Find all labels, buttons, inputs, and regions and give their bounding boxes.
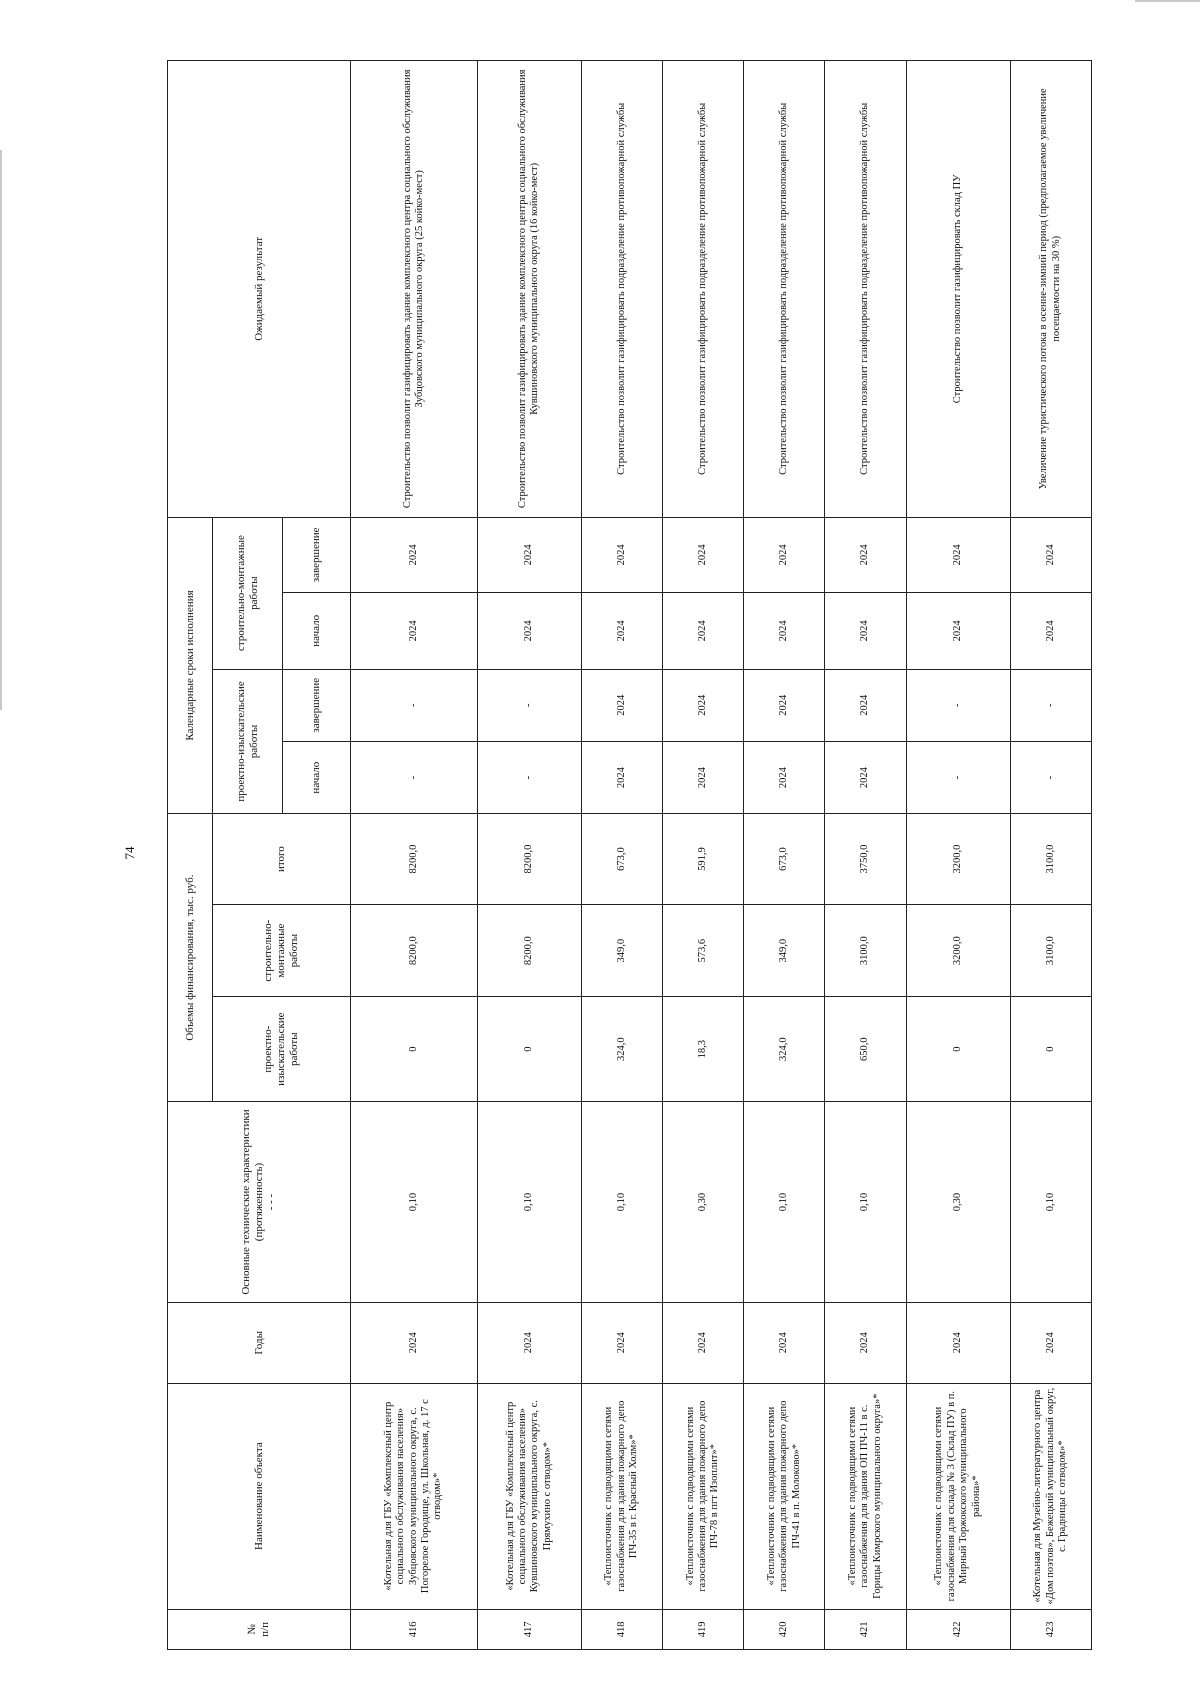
- cell-fin-construction: 3100,0: [1010, 904, 1091, 997]
- cell-fin-design: 0: [906, 997, 1010, 1102]
- cell-constr-start: 2024: [663, 593, 744, 669]
- header-result: Ожидаемый результат: [168, 61, 351, 518]
- header-fin-design: проектно-изыскательские работы: [213, 997, 351, 1102]
- cell-design-end: 2024: [663, 669, 744, 741]
- cell-num: 417: [477, 1609, 581, 1649]
- cell-result: Строительство позволит газифицировать склад ПУ: [906, 61, 1010, 518]
- table-row: [825, 61, 906, 1650]
- header-sched-construction: строительно-монтажные работы: [213, 517, 283, 669]
- cell-design-start: -: [351, 741, 478, 813]
- cell-result: Увеличение туристического потока в осенне-зимний период (предполагаемое увеличение посещаемости на 30 %): [1010, 61, 1091, 518]
- cell-year: 2024: [477, 1303, 581, 1383]
- cell-num: 419: [663, 1609, 744, 1649]
- cell-constr-end: 2024: [477, 517, 581, 592]
- table-row: [1010, 61, 1091, 1650]
- header-design-end: завершение: [283, 669, 351, 741]
- cell-tech: 0,10: [477, 1101, 581, 1302]
- cell-result: Строительство позволит газифицировать подразделение противопожарной службы: [581, 61, 662, 518]
- cell-design-start: 2024: [825, 741, 906, 813]
- cell-fin-design: 18,3: [663, 997, 744, 1102]
- cell-fin-construction: 8200,0: [477, 904, 581, 997]
- cell-constr-start: 2024: [825, 593, 906, 669]
- page-number: 74: [122, 846, 137, 860]
- cell-constr-end: 2024: [906, 517, 1010, 592]
- cell-fin-design: 0: [477, 997, 581, 1102]
- cell-constr-end: 2024: [663, 517, 744, 592]
- table-row: [351, 61, 478, 1650]
- cell-year: 2024: [581, 1303, 662, 1383]
- cell-fin-construction: 3100,0: [825, 904, 906, 997]
- cell-result: Строительство позволит газифицировать здание комплексного центра социального обслуживания Зубцовского муниципального округа (25 койко-мест): [351, 61, 478, 518]
- cell-year: 2024: [744, 1303, 825, 1383]
- cell-design-end: -: [1010, 669, 1091, 741]
- cell-fin-total: 3100,0: [1010, 814, 1091, 905]
- cell-tech: 0,10: [351, 1101, 478, 1302]
- header-finance-group: Объемы финансирования, тыс. руб.: [168, 814, 213, 1102]
- cell-fin-construction: 573,6: [663, 904, 744, 997]
- cell-constr-start: 2024: [906, 593, 1010, 669]
- construction-objects-table: [167, 60, 1092, 1650]
- cell-fin-design: 0: [351, 997, 478, 1102]
- header-schedule-group: Календарные сроки исполнения: [168, 517, 213, 814]
- cell-design-start: -: [906, 741, 1010, 813]
- cell-tech: 0,10: [1010, 1101, 1091, 1302]
- table-container: [167, 60, 1092, 1650]
- cell-design-start: 2024: [581, 741, 662, 813]
- cell-fin-construction: 349,0: [581, 904, 662, 997]
- cell-num: 423: [1010, 1609, 1091, 1649]
- cell-fin-design: 324,0: [581, 997, 662, 1102]
- header-fin-construction: строительно-монтажные работы: [213, 904, 351, 997]
- cell-year: 2024: [351, 1303, 478, 1383]
- cell-design-start: 2024: [744, 741, 825, 813]
- cell-year: 2024: [825, 1303, 906, 1383]
- table-row: [581, 61, 662, 1650]
- cell-name: «Теплоисточник с подводящими сетями газоснабжения для здания пожарного депо ПЧ-78 в пгт Изоплит»*: [663, 1383, 744, 1609]
- cell-result: Строительство позволит газифицировать подразделение противопожарной службы: [825, 61, 906, 518]
- cell-design-start: -: [1010, 741, 1091, 813]
- cell-year: 2024: [1010, 1303, 1091, 1383]
- cell-fin-construction: 349,0: [744, 904, 825, 997]
- cell-tech: 0,10: [744, 1101, 825, 1302]
- table-row: [477, 61, 581, 1650]
- cell-num: 422: [906, 1609, 1010, 1649]
- cell-constr-end: 2024: [1010, 517, 1091, 592]
- cell-tech: 0,10: [581, 1101, 662, 1302]
- cell-fin-total: 8200,0: [351, 814, 478, 905]
- cell-tech: 0,10: [825, 1101, 906, 1302]
- table-row: [906, 61, 1010, 1650]
- cell-year: 2024: [906, 1303, 1010, 1383]
- cell-name: «Котельная для ГБУ «Комплексный центр социального обслуживания населения» Зубцовского муниципального округа, с. Погорелое Городище, ул. Школьная, д. 17 с отводом»*: [351, 1383, 478, 1609]
- header-tech-mark: - - -: [265, 1193, 278, 1211]
- header-constr-end: завершение: [283, 517, 351, 592]
- cell-num: 416: [351, 1609, 478, 1649]
- cell-fin-design: 650,0: [825, 997, 906, 1102]
- cell-fin-total: 8200,0: [477, 814, 581, 905]
- cell-tech: 0,30: [906, 1101, 1010, 1302]
- cell-design-start: -: [477, 741, 581, 813]
- cell-constr-start: 2024: [744, 593, 825, 669]
- cell-constr-start: 2024: [581, 593, 662, 669]
- cell-result: Строительство позволит газифицировать здание комплексного центра социального обслуживания Кувшиновского муниципального округа (16 койко-мест): [477, 61, 581, 518]
- header-constr-start: начало: [283, 593, 351, 669]
- table-row: [744, 61, 825, 1650]
- cell-fin-construction: 3200,0: [906, 904, 1010, 997]
- cell-result: Строительство позволит газифицировать подразделение противопожарной службы: [744, 61, 825, 518]
- cell-fin-total: 591,9: [663, 814, 744, 905]
- header-sched-design: проектно-изыскательские работы: [213, 669, 283, 814]
- cell-name: «Котельная для Музейно-литературного центра «Дом поэтов», Бежецкий муниципальный округ, с. Градницы с отводом»*: [1010, 1383, 1091, 1609]
- cell-num: 420: [744, 1609, 825, 1649]
- cell-name: «Теплоисточник с подводящими сетями газоснабжения для здания ОП ПЧ-11 в с. Горицы Кимрского муниципального округа»*: [825, 1383, 906, 1609]
- cell-fin-construction: 8200,0: [351, 904, 478, 997]
- cell-fin-total: 3750,0: [825, 814, 906, 905]
- cell-num: 421: [825, 1609, 906, 1649]
- cell-year: 2024: [663, 1303, 744, 1383]
- cell-name: «Теплоисточник с подводящими сетями газоснабжения для склада № 3 (Склад ПУ) в п. Мирный Торжокского муниципального района»*: [906, 1383, 1010, 1609]
- cell-fin-total: 3200,0: [906, 814, 1010, 905]
- cell-design-end: -: [477, 669, 581, 741]
- table-row: [663, 61, 744, 1650]
- cell-constr-end: 2024: [825, 517, 906, 592]
- header-name: Наименование объекта: [168, 1383, 351, 1609]
- cell-name: «Котельная для ГБУ «Комплексный центр социального обслуживания населения» Кувшиновского муниципального округа, с. Прямухино с отводом»*: [477, 1383, 581, 1609]
- cell-constr-start: 2024: [477, 593, 581, 669]
- header-years: Годы: [168, 1303, 351, 1383]
- cell-fin-design: 324,0: [744, 997, 825, 1102]
- header-tech-label: Основные технические характеристики (протяженность): [239, 1109, 265, 1295]
- scan-edge-top-right: [1135, 0, 1200, 2]
- header-tech: [168, 1101, 351, 1302]
- scan-edge-left: [0, 150, 2, 710]
- cell-result: Строительство позволит газифицировать подразделение противопожарной службы: [663, 61, 744, 518]
- cell-design-start: 2024: [663, 741, 744, 813]
- cell-fin-total: 673,0: [581, 814, 662, 905]
- cell-design-end: -: [906, 669, 1010, 741]
- cell-design-end: -: [351, 669, 478, 741]
- cell-constr-end: 2024: [581, 517, 662, 592]
- cell-name: «Теплоисточник с подводящими сетями газоснабжения для здания пожарного депо ПЧ-41 в п. Молоково»*: [744, 1383, 825, 1609]
- cell-constr-end: 2024: [744, 517, 825, 592]
- cell-constr-start: 2024: [351, 593, 478, 669]
- header-fin-total: итого: [213, 814, 351, 905]
- header-num: № п/п: [168, 1609, 351, 1649]
- header-design-start: начало: [283, 741, 351, 813]
- cell-constr-end: 2024: [351, 517, 478, 592]
- cell-design-end: 2024: [825, 669, 906, 741]
- cell-name: «Теплоисточник с подводящими сетями газоснабжения для здания пожарного депо ПЧ-35 в г. Красный Холм»*: [581, 1383, 662, 1609]
- cell-num: 418: [581, 1609, 662, 1649]
- cell-design-end: 2024: [581, 669, 662, 741]
- cell-constr-start: 2024: [1010, 593, 1091, 669]
- cell-design-end: 2024: [744, 669, 825, 741]
- cell-fin-design: 0: [1010, 997, 1091, 1102]
- cell-fin-total: 673,0: [744, 814, 825, 905]
- cell-tech: 0,30: [663, 1101, 744, 1302]
